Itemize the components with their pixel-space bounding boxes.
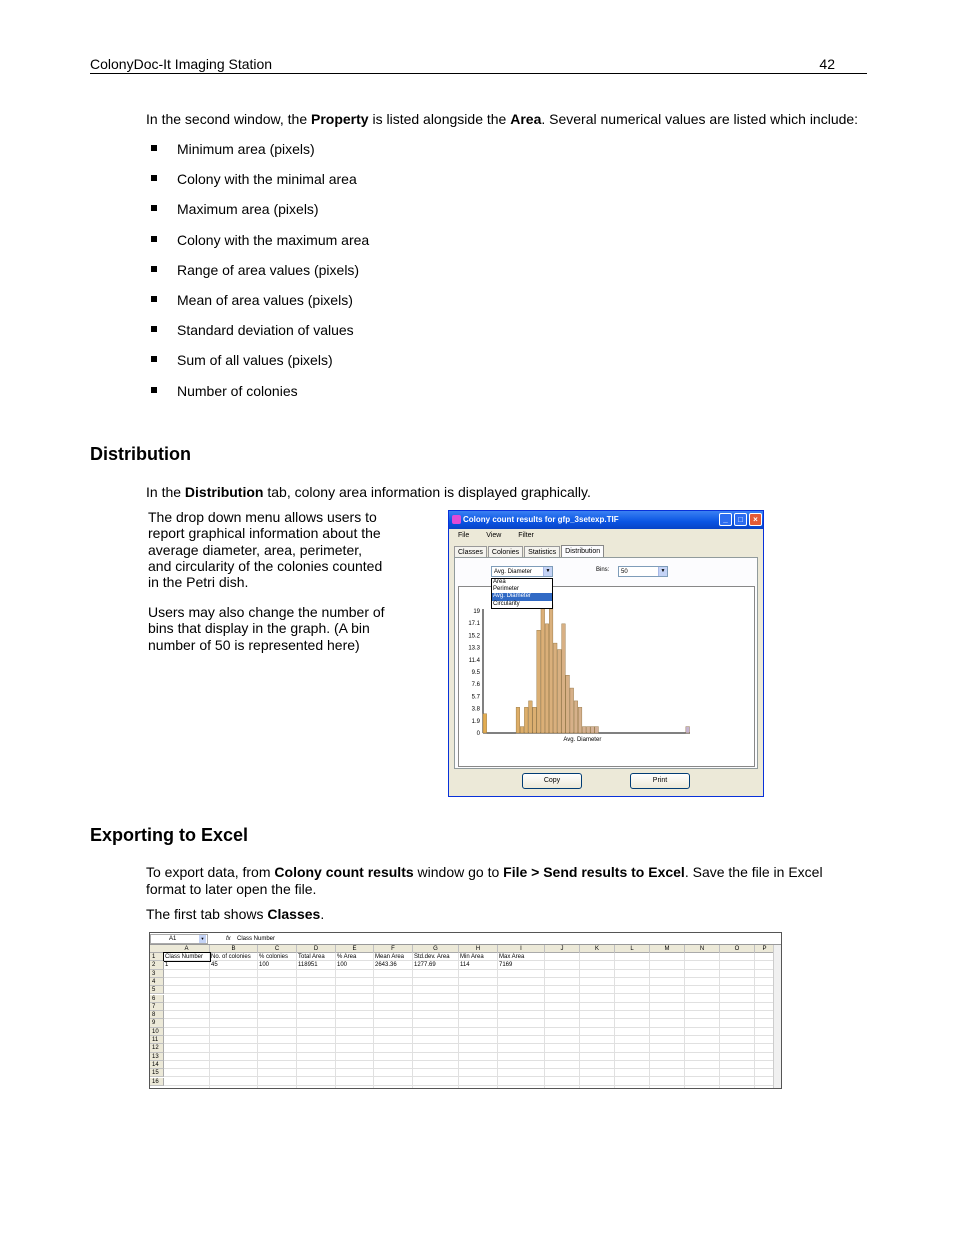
y-tick-label: 19 — [473, 609, 480, 615]
table-row — [164, 1061, 775, 1069]
table-row — [164, 1036, 775, 1044]
column-header[interactable]: F — [374, 945, 413, 953]
bins-description: Users may also change the number of bins that display in the graph. (A bin number of 50 is represented here) — [148, 604, 385, 653]
classes-tab-note: The first tab shows Classes. — [146, 906, 325, 922]
row-header[interactable]: 8 — [150, 1011, 164, 1019]
bullet-item — [148, 352, 548, 382]
property-dropdown[interactable] — [491, 566, 553, 577]
bullet-square-icon — [151, 145, 157, 151]
app-icon — [452, 515, 461, 524]
column-header[interactable]: I — [498, 945, 545, 953]
formula-value[interactable]: Class Number — [237, 936, 276, 942]
bullet-square-icon — [151, 326, 157, 332]
table-cell[interactable]: No. of colonies — [211, 954, 251, 960]
page-number: 42 — [819, 56, 835, 72]
column-headers — [150, 945, 781, 953]
table-row — [164, 1053, 775, 1061]
y-tick-label: 13.3 — [468, 645, 480, 652]
bullet-text: Colony with the minimal area — [177, 171, 357, 188]
dropdown-description: The drop down menu allows users to report graphical information about the average diameter, area, perimeter, and circularity of the colonies counted in the Petri dish. — [148, 509, 383, 591]
x-axis-label: Avg. Diameter — [563, 737, 602, 743]
chevron-down-icon[interactable]: ▼ — [658, 567, 667, 576]
table-row — [164, 986, 775, 994]
chevron-down-icon[interactable]: ▼ — [200, 936, 205, 941]
row-header[interactable]: 1 — [150, 953, 164, 961]
menu-bar — [449, 529, 763, 543]
bullet-square-icon — [151, 236, 157, 242]
bullet-item — [148, 262, 548, 292]
table-row — [164, 1003, 775, 1011]
window-title-bar — [449, 511, 763, 529]
tab-distribution[interactable]: Distribution — [561, 545, 604, 558]
row-header[interactable]: 4 — [150, 978, 164, 986]
row-header[interactable]: 7 — [150, 1003, 164, 1011]
table-cell[interactable]: Std.dev. Area — [414, 954, 450, 960]
histogram-bar — [537, 630, 541, 733]
bullet-item — [148, 201, 548, 231]
bins-dropdown[interactable] — [618, 566, 668, 577]
histogram-bar — [483, 714, 487, 733]
histogram-bar — [520, 727, 524, 733]
column-header[interactable]: B — [210, 945, 258, 953]
table-cell[interactable]: 1 — [165, 962, 169, 969]
dropdown-option[interactable]: Area — [493, 579, 506, 585]
bullet-item — [148, 171, 548, 201]
property-dropdown-list — [491, 578, 553, 609]
bullet-item — [148, 292, 548, 322]
table-row — [164, 1011, 775, 1019]
table-cell[interactable]: 118951 — [298, 962, 318, 969]
y-tick-label: 1.9 — [471, 718, 480, 725]
row-header[interactable]: 12 — [150, 1044, 164, 1052]
histogram-bar — [595, 727, 599, 733]
column-header[interactable]: O — [720, 945, 755, 953]
dropdown-option[interactable]: Avg. Diameter — [492, 593, 552, 600]
row-header[interactable]: 11 — [150, 1036, 164, 1044]
row-header[interactable]: 6 — [150, 995, 164, 1003]
histogram-bar — [562, 624, 566, 733]
y-tick-label: 17.1 — [468, 621, 480, 628]
chevron-down-icon[interactable]: ▼ — [543, 567, 552, 576]
bullet-square-icon — [151, 205, 157, 211]
y-tick-label: 5.7 — [471, 694, 480, 701]
name-box[interactable] — [150, 934, 208, 944]
table-row — [164, 1069, 775, 1077]
colony-count-results-window — [448, 510, 764, 797]
histogram-bar — [566, 675, 570, 733]
exporting-paragraph: To export data, from Colony count results window go to File > Send results to Excel. Save the file in Excel format to later open the file. — [146, 864, 823, 897]
row-header[interactable]: 3 — [150, 970, 164, 978]
bullet-square-icon — [151, 296, 157, 302]
row-header[interactable]: 9 — [150, 1019, 164, 1027]
histogram-bar — [574, 701, 578, 733]
bullet-square-icon — [151, 266, 157, 272]
column-header[interactable]: A — [164, 945, 210, 953]
y-tick-label: 7.6 — [471, 682, 480, 689]
histogram-bar — [686, 727, 690, 733]
histogram-bar — [578, 707, 582, 733]
distribution-panel — [454, 557, 758, 769]
bullet-item — [148, 232, 548, 262]
column-header[interactable]: N — [685, 945, 720, 953]
minimize-icon[interactable]: _ — [719, 513, 732, 526]
column-header[interactable]: H — [459, 945, 498, 953]
row-header[interactable]: 14 — [150, 1061, 164, 1069]
table-cell[interactable]: Min Area — [460, 954, 484, 960]
bullet-square-icon — [151, 356, 157, 362]
distribution-plot-area — [458, 586, 755, 767]
exporting-heading: Exporting to Excel — [90, 825, 249, 845]
row-header[interactable]: 10 — [150, 1028, 164, 1036]
histogram-bar — [524, 707, 528, 733]
table-cell[interactable]: Max Area — [499, 954, 525, 960]
page-header — [90, 56, 867, 74]
copy-button[interactable]: Copy — [522, 773, 582, 789]
y-tick-label: 15.2 — [468, 633, 480, 640]
bullet-text: Mean of area values (pixels) — [177, 291, 353, 308]
column-header[interactable]: L — [615, 945, 650, 953]
formula-bar — [150, 933, 781, 945]
histogram-bar — [570, 688, 574, 733]
table-cell[interactable]: 2643.36 — [375, 962, 397, 969]
menu-view[interactable]: View — [486, 532, 502, 539]
close-icon[interactable]: × — [749, 513, 762, 526]
bullet-text: Colony with the maximum area — [177, 231, 370, 248]
row-header[interactable]: 16 — [150, 1078, 164, 1086]
bins-label: Bins: — [596, 567, 610, 573]
table-row — [164, 995, 775, 1003]
window-title: Colony count results for gfp_3setexp.TIF — [463, 515, 619, 524]
histogram-bar — [582, 727, 586, 733]
row-header[interactable]: 15 — [150, 1069, 164, 1077]
y-tick-label: 0 — [476, 731, 480, 737]
document-title: ColonyDoc-It Imaging Station — [90, 56, 273, 72]
y-tick-label: 3.8 — [471, 706, 480, 713]
table-cell[interactable]: % colonies — [259, 954, 289, 960]
bullet-item — [148, 383, 548, 413]
bullet-item — [148, 322, 548, 352]
column-header[interactable]: K — [580, 945, 615, 953]
row-header[interactable]: 5 — [150, 986, 164, 994]
table-row — [164, 978, 775, 986]
histogram-bar — [549, 605, 553, 733]
bullet-text: Range of area values (pixels) — [177, 261, 360, 278]
histogram-bar — [553, 643, 557, 733]
menu-filter[interactable]: Filter — [518, 532, 534, 539]
dropdown-option[interactable]: Perimeter — [493, 586, 520, 593]
table-cell[interactable]: 1277.69 — [414, 962, 436, 969]
cell-reference: A1 — [169, 936, 177, 942]
table-row — [164, 1044, 775, 1052]
bullet-text: Sum of all values (pixels) — [177, 352, 333, 369]
vertical-scrollbar[interactable] — [773, 945, 781, 1089]
column-header[interactable]: M — [650, 945, 685, 953]
row-header[interactable]: 2 — [150, 961, 164, 969]
histogram-bar — [591, 727, 595, 733]
table-cell[interactable]: Mean Area — [375, 954, 405, 960]
distribution-intro: In the Distribution tab, colony area information is displayed graphically. — [146, 484, 591, 500]
histogram-bar — [533, 707, 537, 733]
tab-statistics[interactable]: Statistics — [524, 546, 560, 558]
distribution-heading: Distribution — [90, 444, 191, 464]
bullet-square-icon — [151, 387, 157, 393]
histogram-bar — [516, 707, 520, 733]
table-row — [164, 970, 775, 978]
property-dropdown-value: Avg. Diameter — [494, 569, 532, 575]
column-header[interactable]: G — [413, 945, 459, 953]
table-cell[interactable]: % Area — [337, 954, 357, 960]
tab-colonies[interactable]: Colonies — [488, 546, 523, 558]
area-values-list — [148, 141, 548, 413]
histogram-bar — [541, 598, 545, 733]
distribution-histogram — [459, 587, 756, 768]
histogram-bar — [587, 727, 591, 733]
column-header[interactable]: E — [336, 945, 374, 953]
excel-spreadsheet — [149, 932, 782, 1089]
histogram-bar — [545, 624, 549, 733]
histogram-bar — [558, 650, 562, 733]
print-button[interactable]: Print — [630, 773, 690, 789]
table-cell[interactable]: 45 — [211, 962, 218, 969]
table-cell[interactable]: Class Number — [164, 953, 210, 961]
y-tick-label: 9.5 — [471, 670, 480, 676]
column-header[interactable]: J — [545, 945, 580, 953]
bullet-item — [148, 141, 548, 171]
y-tick-label: 11.4 — [468, 657, 480, 664]
table-cell[interactable]: 114 — [460, 962, 470, 969]
maximize-icon[interactable]: □ — [734, 513, 747, 526]
table-cell[interactable]: 100 — [337, 962, 348, 969]
tab-classes[interactable]: Classes — [454, 546, 487, 558]
row-header[interactable]: 13 — [150, 1053, 164, 1061]
menu-file[interactable]: File — [458, 532, 470, 539]
column-header[interactable]: D — [297, 945, 336, 953]
column-header[interactable]: P — [755, 945, 775, 953]
bullet-text: Minimum area (pixels) — [177, 141, 315, 157]
bullet-text: Maximum area (pixels) — [177, 201, 319, 218]
histogram-bar — [529, 701, 533, 733]
column-header[interactable]: C — [258, 945, 297, 953]
table-cell[interactable]: 100 — [259, 962, 270, 969]
bins-dropdown-value: 50 — [621, 569, 628, 575]
table-row — [164, 1028, 775, 1036]
table-row — [164, 1078, 775, 1086]
bullet-square-icon — [151, 175, 157, 181]
table-cell[interactable]: 7169 — [499, 962, 513, 969]
dropdown-option[interactable]: Circularity — [493, 600, 520, 607]
fx-icon: fx — [226, 936, 231, 942]
bullet-text: Number of colonies — [177, 382, 298, 399]
intro-paragraph: In the second window, the Property is listed alongside the Area. Several numerical values are listed which include: — [146, 111, 859, 127]
table-cell[interactable]: Total Area — [298, 954, 325, 960]
bullet-text: Standard deviation of values — [177, 322, 354, 339]
table-row — [164, 1019, 775, 1027]
